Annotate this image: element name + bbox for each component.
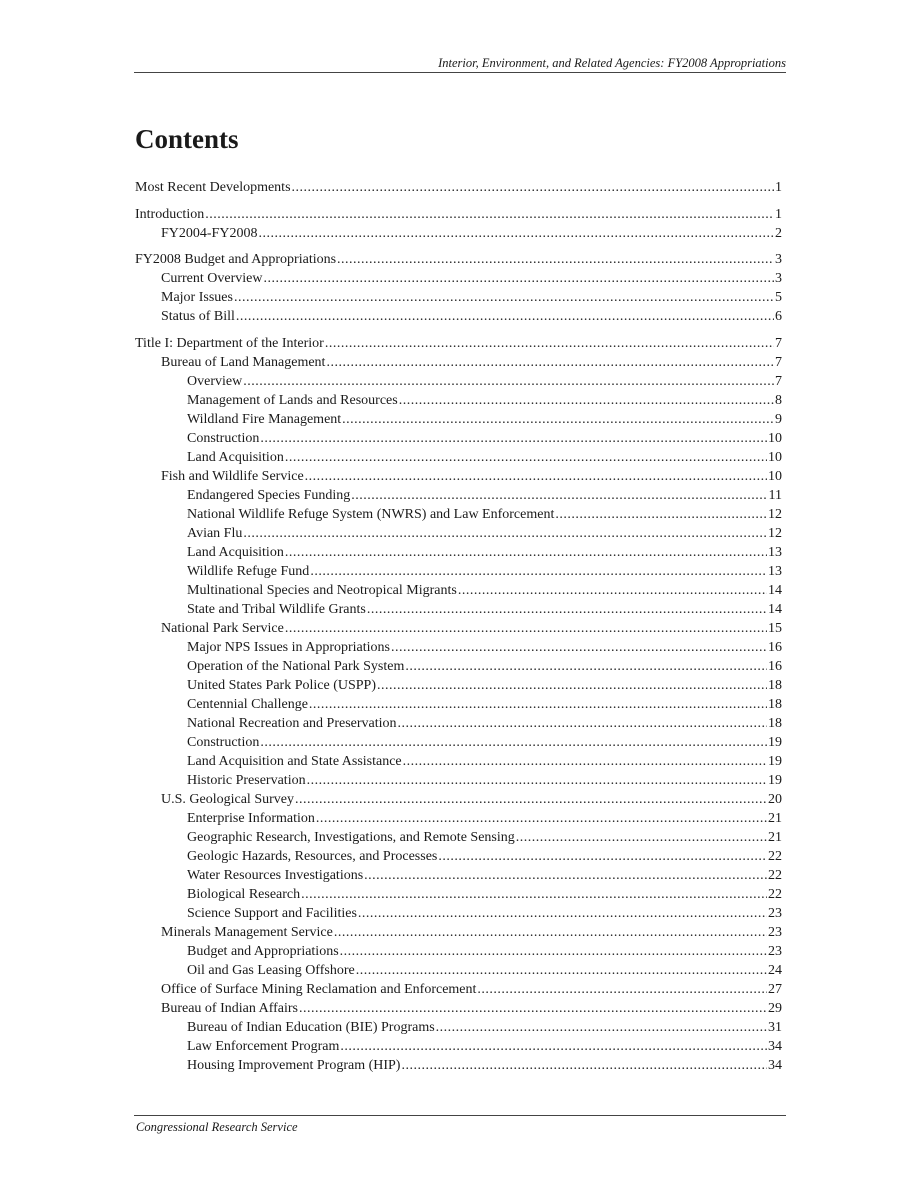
toc-entry[interactable] [135, 334, 782, 353]
toc-entry-label: Major NPS Issues in Appropriations [187, 639, 390, 655]
toc-entry[interactable] [135, 467, 782, 486]
toc-entry-label: National Recreation and Preservation [187, 715, 397, 731]
toc-entry[interactable] [135, 771, 782, 790]
toc-dot-leader [260, 429, 767, 448]
table-of-contents [135, 178, 782, 1075]
toc-dot-leader [391, 638, 767, 657]
toc-page-number: 21 [768, 829, 782, 845]
toc-page-number: 21 [768, 810, 782, 826]
toc-page-number: 19 [768, 734, 782, 750]
toc-entry-label: National Wildlife Refuge System (NWRS) and Law Enforcement [187, 506, 555, 522]
toc-entry[interactable] [135, 486, 782, 505]
toc-page-number: 9 [775, 411, 782, 427]
toc-entry[interactable] [135, 307, 782, 326]
toc-page-number: 18 [768, 696, 782, 712]
toc-entry[interactable] [135, 410, 782, 429]
toc-dot-leader [334, 923, 767, 942]
page-title: Contents [135, 124, 239, 154]
toc-page-number: 20 [768, 791, 782, 807]
toc-page-number: 29 [768, 1000, 782, 1016]
toc-entry[interactable] [135, 733, 782, 752]
toc-entry-label: United States Park Police (USPP) [187, 677, 376, 693]
toc-entry-label: Current Overview [161, 271, 263, 287]
toc-entry[interactable] [135, 1037, 782, 1056]
toc-entry[interactable] [135, 847, 782, 866]
toc-page-number: 1 [775, 206, 782, 222]
toc-page-number: 2 [775, 225, 782, 241]
toc-dot-leader [337, 250, 774, 269]
toc-entry-label: U.S. Geological Survey [161, 791, 294, 807]
toc-dot-leader [356, 961, 767, 980]
toc-entry[interactable] [135, 980, 782, 999]
toc-entry[interactable] [135, 269, 782, 288]
toc-entry-label: Land Acquisition [187, 449, 284, 465]
toc-page-number: 1 [775, 180, 782, 195]
toc-page-number: 8 [775, 392, 782, 408]
toc-page-number: 23 [768, 924, 782, 940]
toc-entry-label: Science Support and Facilities [187, 905, 357, 921]
toc-page-number: 7 [775, 335, 782, 351]
toc-page-number: 3 [775, 271, 782, 287]
toc-entry-label: Geographic Research, Investigations, and Remote Sensing [187, 829, 515, 845]
toc-entry[interactable] [135, 885, 782, 904]
toc-page-number: 10 [768, 430, 782, 446]
toc-dot-leader [516, 828, 767, 847]
toc-dot-leader [477, 980, 767, 999]
toc-dot-leader [285, 619, 767, 638]
toc-entry-label: Introduction [135, 206, 205, 222]
toc-dot-leader [436, 1018, 767, 1037]
toc-entry-label: Title I: Department of the Interior [135, 335, 324, 351]
toc-entry[interactable] [135, 288, 782, 307]
toc-entry-label: Enterprise Information [187, 810, 315, 826]
toc-dot-leader [555, 505, 767, 524]
toc-page-number: 22 [768, 886, 782, 902]
toc-page-number: 22 [768, 867, 782, 883]
toc-dot-leader [326, 353, 774, 372]
toc-entry[interactable] [135, 942, 782, 961]
toc-entry[interactable] [135, 657, 782, 676]
toc-entry-label: Bureau of Indian Education (BIE) Programs [187, 1019, 435, 1035]
toc-dot-leader [401, 1056, 767, 1075]
toc-entry-label: Operation of the National Park System [187, 658, 405, 674]
toc-entry[interactable] [135, 790, 782, 809]
toc-dot-leader [364, 866, 767, 885]
toc-entry-label: Multinational Species and Neotropical Migrants [187, 582, 457, 598]
toc-entry-label: Law Enforcement Program [187, 1038, 340, 1054]
toc-entry-label: Status of Bill [161, 309, 235, 325]
toc-entry[interactable] [135, 999, 782, 1018]
toc-dot-leader [299, 999, 767, 1018]
toc-entry[interactable] [135, 714, 782, 733]
toc-entry-label: Most Recent Developments [135, 180, 291, 195]
toc-page-number: 10 [768, 449, 782, 465]
toc-entry[interactable] [135, 961, 782, 980]
toc-page-number: 23 [768, 943, 782, 959]
toc-dot-leader [285, 448, 767, 467]
toc-dot-leader [285, 543, 767, 562]
toc-entry-label: Biological Research [187, 886, 301, 902]
toc-dot-leader [236, 307, 774, 326]
toc-page-number: 18 [768, 677, 782, 693]
toc-entry-label: Fish and Wildlife Service [161, 468, 304, 484]
toc-entry-label: Wildlife Refuge Fund [187, 563, 310, 579]
toc-entry-label: Minerals Management Service [161, 924, 333, 940]
toc-page-number: 31 [768, 1019, 782, 1035]
toc-dot-leader [342, 410, 774, 429]
toc-page-number: 13 [768, 544, 782, 560]
toc-entry-label: Land Acquisition [187, 544, 284, 560]
toc-entry[interactable] [135, 866, 782, 885]
toc-dot-leader [399, 391, 774, 410]
toc-page-number: 14 [768, 601, 782, 617]
toc-entry-label: FY2008 Budget and Appropriations [135, 252, 337, 268]
toc-entry-label: Overview [187, 373, 243, 389]
toc-entry-label: Housing Improvement Program (HIP) [187, 1057, 401, 1073]
header-divider [134, 72, 786, 73]
toc-entry-label: Wildland Fire Management [187, 411, 342, 427]
toc-page-number: 22 [768, 848, 782, 864]
toc-dot-leader [340, 1037, 767, 1056]
toc-page-number: 34 [768, 1057, 782, 1073]
toc-dot-leader [405, 657, 767, 676]
toc-dot-leader [307, 771, 767, 790]
toc-entry[interactable] [135, 809, 782, 828]
toc-entry[interactable] [135, 224, 782, 243]
toc-page-number: 24 [768, 962, 782, 978]
toc-page-number: 11 [768, 487, 782, 503]
toc-dot-leader [310, 562, 767, 581]
toc-entry-label: Major Issues [161, 290, 233, 306]
toc-dot-leader [260, 733, 767, 752]
toc-entry-label: Water Resources Investigations [187, 867, 364, 883]
toc-page-number: 14 [768, 582, 782, 598]
toc-dot-leader [340, 942, 767, 961]
toc-entry-label: Historic Preservation [187, 772, 306, 788]
toc-page-number: 16 [768, 658, 782, 674]
toc-entry[interactable] [135, 178, 782, 197]
toc-entry[interactable] [135, 619, 782, 638]
toc-entry[interactable] [135, 562, 782, 581]
toc-dot-leader [325, 334, 774, 353]
toc-dot-leader [305, 467, 767, 486]
toc-page-number: 7 [775, 354, 782, 370]
toc-dot-leader [377, 676, 767, 695]
toc-page-number: 19 [768, 772, 782, 788]
toc-dot-leader [258, 224, 774, 243]
toc-page-number: 10 [768, 468, 782, 484]
toc-entry-label: Management of Lands and Resources [187, 392, 398, 408]
toc-entry[interactable] [135, 353, 782, 372]
toc-page-number: 5 [775, 290, 782, 306]
toc-dot-leader [243, 372, 774, 391]
toc-entry[interactable] [135, 505, 782, 524]
toc-page-number: 12 [768, 506, 782, 522]
toc-dot-leader [398, 714, 767, 733]
toc-dot-leader [243, 524, 767, 543]
toc-dot-leader [301, 885, 767, 904]
toc-dot-leader [403, 752, 767, 771]
toc-entry[interactable] [135, 581, 782, 600]
toc-page-number: 6 [775, 309, 782, 325]
toc-entry-label: Centennial Challenge [187, 696, 308, 712]
toc-dot-leader [351, 486, 767, 505]
toc-entry[interactable] [135, 923, 782, 942]
toc-entry-label: Office of Surface Mining Reclamation and Enforcement [161, 981, 477, 997]
toc-entry-label: Geologic Hazards, Resources, and Processes [187, 848, 438, 864]
toc-entry[interactable] [135, 391, 782, 410]
toc-page-number: 15 [768, 620, 782, 636]
toc-entry[interactable] [135, 676, 782, 695]
toc-entry[interactable] [135, 695, 782, 714]
toc-entry-label: FY2004-FY2008 [161, 225, 258, 241]
toc-entry-label: Budget and Appropriations [187, 943, 339, 959]
toc-dot-leader [316, 809, 767, 828]
toc-dot-leader [295, 790, 767, 809]
toc-page-number: 23 [768, 905, 782, 921]
toc-dot-leader [309, 695, 767, 714]
toc-entry[interactable] [135, 543, 782, 562]
toc-page-number: 18 [768, 715, 782, 731]
toc-entry-label: Bureau of Land Management [161, 354, 326, 370]
toc-entry[interactable] [135, 524, 782, 543]
toc-entry-label: Land Acquisition and State Assistance [187, 753, 402, 769]
toc-entry[interactable] [135, 600, 782, 619]
toc-entry-label: Avian Flu [187, 525, 243, 541]
toc-entry-label: Construction [187, 430, 260, 446]
toc-page-number: 12 [768, 525, 782, 541]
toc-entry[interactable] [135, 904, 782, 923]
toc-entry[interactable] [135, 205, 782, 224]
footer-divider [134, 1115, 786, 1116]
toc-dot-leader [358, 904, 767, 923]
footer-text: Congressional Research Service [136, 1120, 298, 1134]
toc-entry[interactable] [135, 372, 782, 391]
toc-dot-leader [263, 269, 774, 288]
toc-dot-leader [367, 600, 767, 619]
toc-entry[interactable] [135, 638, 782, 657]
toc-entry-label: Oil and Gas Leasing Offshore [187, 962, 355, 978]
toc-dot-leader [292, 178, 774, 197]
toc-entry[interactable] [135, 752, 782, 771]
toc-entry[interactable] [135, 448, 782, 467]
toc-page-number: 7 [775, 373, 782, 389]
toc-entry[interactable] [135, 250, 782, 269]
toc-entry-label: Endangered Species Funding [187, 487, 351, 503]
toc-page-number: 16 [768, 639, 782, 655]
toc-entry[interactable] [135, 828, 782, 847]
toc-page-number: 34 [768, 1038, 782, 1054]
toc-dot-leader [205, 205, 774, 224]
toc-entry-label: National Park Service [161, 620, 284, 636]
toc-dot-leader [458, 581, 767, 600]
toc-dot-leader [234, 288, 774, 307]
toc-dot-leader [438, 847, 767, 866]
toc-page-number: 27 [768, 981, 782, 997]
toc-entry[interactable] [135, 1056, 782, 1075]
toc-entry-label: State and Tribal Wildlife Grants [187, 601, 366, 617]
toc-page-number: 3 [775, 252, 782, 268]
toc-entry[interactable] [135, 429, 782, 448]
toc-page-number: 13 [768, 563, 782, 579]
toc-entry-label: Construction [187, 734, 260, 750]
toc-entry[interactable] [135, 1018, 782, 1037]
toc-page-number: 19 [768, 753, 782, 769]
toc-entry-label: Bureau of Indian Affairs [161, 1000, 298, 1016]
running-header: Interior, Environment, and Related Agencies: FY2008 Appropriations [438, 56, 786, 70]
